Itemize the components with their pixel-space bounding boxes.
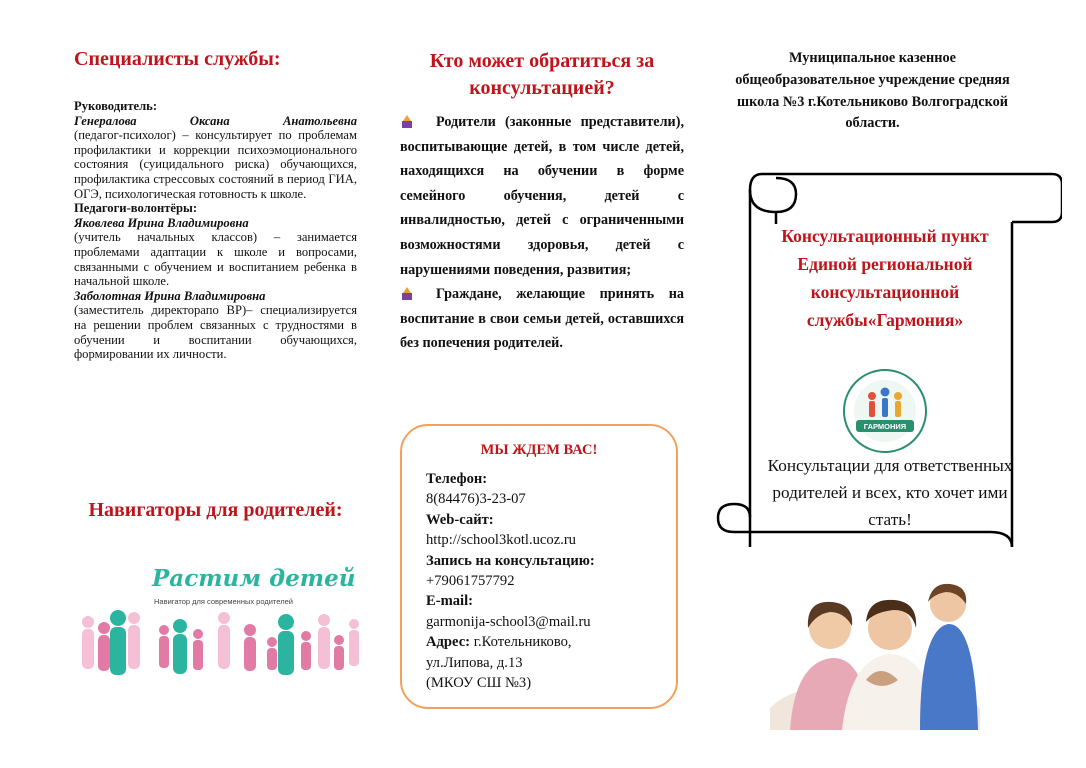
email-label: E-mail: [426,593,474,610]
garmonia-logo [842,368,928,454]
address-label: Адрес: [426,634,471,651]
volunteer-2-desc: (заместитель директорапо ВР)– специализируется на решении проблем связанных с трудностями в обучении и воспитании обучающихся, формировании их личности. [74,303,357,362]
banner-title: Растим детей [152,565,356,592]
scroll-title: Консультационный пункт Единой региональной консультационной службы«Гармония» [781,226,989,330]
volunteer-1-desc: (учитель начальных классов) – занимается проблемами адаптации к школе и вопросами, связанными с обучением и воспитанием ребенка в начальной школе. [74,230,357,289]
bullet-arrow-icon [400,287,414,301]
specialists-column [74,0,357,362]
booking-phone: +79061757792 [426,573,515,590]
booking-label: Запись на консультацию: [426,552,595,569]
volunteers-label: Педагоги-волонтёры: [74,201,198,216]
bullet-arrow-icon [400,115,414,129]
contact-title: МЫ ЖДЕМ ВАС! [480,442,598,458]
specialists-title: Специалисты службы: [74,48,281,70]
scroll-subtitle: Консультации для ответственных родителей и всех, кто хочет ими стать! [767,456,1013,529]
who-item-text: Граждане, желающие принять на воспитание в свои семьи детей, оставшихся без попечения родителей. [400,286,684,352]
who-column [400,0,684,356]
list-item [400,110,684,282]
who-title: Кто может обратиться за консультацией? [429,50,655,99]
contact-box [400,424,678,709]
email-link[interactable]: garmonija-school3@mail.ru [426,613,591,630]
list-item [400,282,684,356]
head-label: Руководитель: [74,99,158,113]
phone-value: 8(84476)3-23-07 [426,491,526,508]
who-item-text: Родители (законные представители), воспитывающие детей, в том числе детей, находящихся на обучении в форме семейного обучения, детей с инвалидностью, детей с ограниченными возможностями здоровья, детей с нарушениями поведения, развития; [400,114,684,278]
web-link[interactable]: http://school3kotl.ucoz.ru [426,532,576,549]
organization-name: Муниципальное казенное общеобразовательное учреждение средняя школа №3 г.Котельниково Волгоградской области. [735,50,1010,132]
navigator-banner-image [74,560,364,678]
address-value-1: г.Котельниково, [473,634,572,651]
web-label: Web-сайт: [426,511,494,528]
address-line-2: ул.Липова, д.13 [426,654,523,671]
head-name: Генералова Оксана Анатольевна [74,113,357,128]
volunteer-2-name: Заболотная Ирина Владимировна [74,288,266,303]
contact-lines [426,469,595,693]
who-list [400,110,684,356]
address-line-1 [426,632,595,652]
volunteer-1-name: Яковлева Ирина Владимировна [74,215,249,230]
banner-subtitle: Навигатор для современных родителей [154,597,293,606]
head-block [74,99,357,362]
address-line-3: (МКОУ СШ №3) [426,675,532,692]
phone-label: Телефон: [426,471,488,487]
family-photo [770,570,980,730]
logo-text: ГАРМОНИЯ [863,422,907,431]
head-desc: (педагог-психолог) – консультирует по проблемам профилактики и коррекции психоэмоционального состояния (суицидального риска) обучающихся, профилактика стрессовых состояний в период ГИА, ОГЭ, психологическая готовность к школе. [74,128,357,201]
navigators-title: Навигаторы для родителей: [88,499,343,521]
